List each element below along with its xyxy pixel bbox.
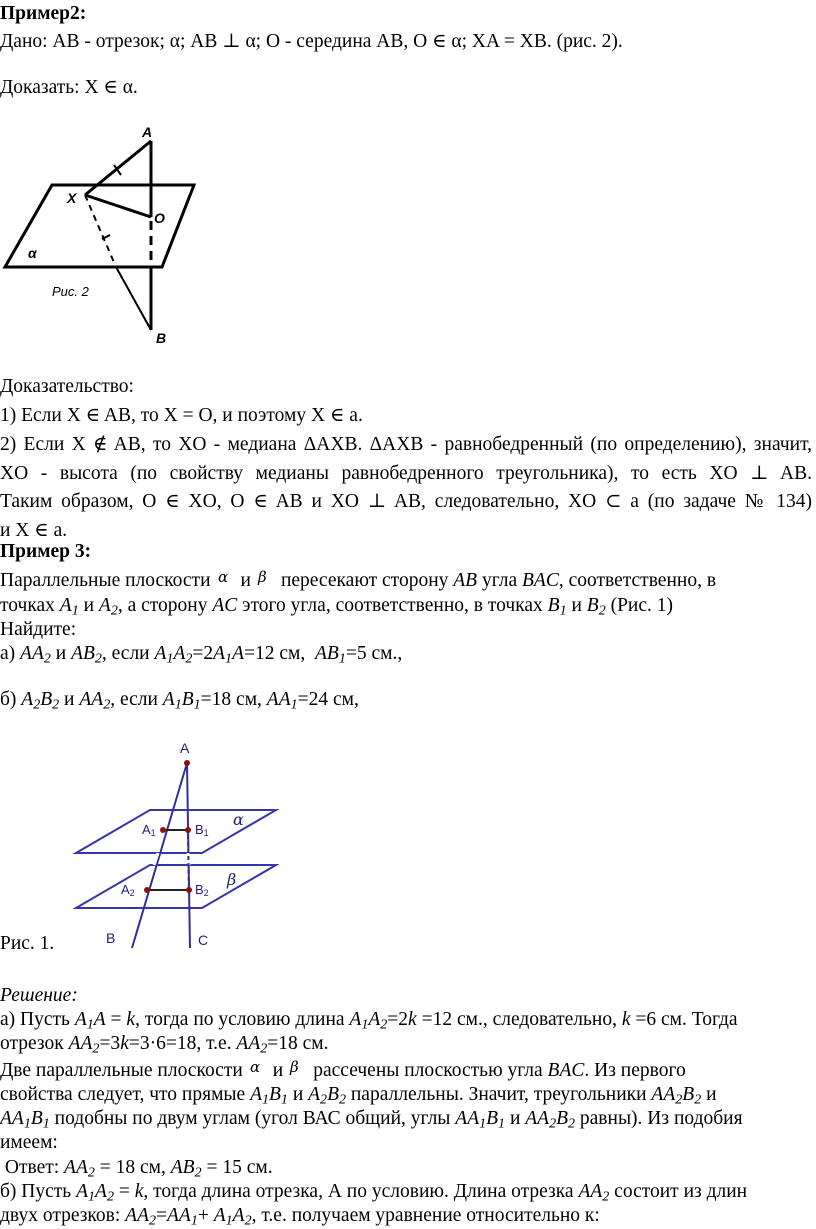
ex3-part-b: б) $A_2B_2$ и $AA_2$, если $A_1B_1=18$ см, $AA_1=24$ см, <box>0 689 359 713</box>
plane-alpha <box>76 810 276 853</box>
beta-symbol-icon <box>255 568 277 588</box>
example2-title: Пример2: <box>0 3 87 24</box>
point-a1 <box>160 827 166 833</box>
ex3-line-3: Найдите: <box>0 619 77 640</box>
proof-line-2: 2) Если X ∉ AB, то XO - медиана ΔAXB. ΔAXB - равнобедренный (по определению), значит, <box>0 434 812 455</box>
ex3-part-a: а) $AA_2$ и $AB_2$, если $A_1A_2=2A_1A=12$ см, $AB_1=5$ см., <box>0 643 403 667</box>
figure-1 <box>70 735 290 955</box>
proof-line-4: Таким образом, O ∈ XO, O ∈ AB и XO ⊥ AB, следовательно, XO ⊂ a (по задаче № 134) <box>0 491 812 512</box>
label-b1: B1 <box>195 822 209 838</box>
figure-1-caption: Рис. 1. <box>0 933 55 954</box>
solution-line-2: отрезок $AA_2=3k=3\cdot 6=18$, т.е. $AA_2=18$ см. <box>0 1033 329 1057</box>
proof-line-5: и X ∈ a. <box>0 520 68 541</box>
figure-2 <box>0 115 200 355</box>
label-a1: A1 <box>142 822 156 838</box>
point-b2 <box>186 887 192 893</box>
ex3-line-2: точках $A_1$ и $A_2$, а сторону AC этого угла, соответственно, в точках $B_1$ и $B_2$ (Рис. 1) <box>0 595 674 619</box>
svg-text:β: β <box>290 1058 299 1076</box>
label-alpha: α <box>233 810 244 829</box>
point-a <box>184 760 190 766</box>
label-c: C <box>198 932 209 948</box>
label-a: A <box>180 740 190 756</box>
beta-symbol-icon <box>287 1058 309 1078</box>
label-caption: Рис. 2 <box>52 284 89 299</box>
label-b: B <box>156 330 167 346</box>
label-b2: B2 <box>195 882 209 898</box>
point-b1 <box>185 827 191 833</box>
solution-line-3: Две параллельные плоскости α и β рассечены плоскостью угла BAC. Из первого <box>0 1058 686 1081</box>
solution-answer: Ответ: $AA_2 = 18$ см, $AB_2 = 15$ см. <box>0 1157 273 1181</box>
label-beta: β <box>227 870 237 889</box>
solution-heading: Решение: <box>0 985 78 1006</box>
label-a: A <box>142 124 153 140</box>
svg-text:β: β <box>257 568 267 586</box>
solution-line-1: а) Пусть $A_1A = k$, тогда по условию длина $A_1A_2=2k =12$ см., следовательно, k =6 см. Тогда <box>0 1009 738 1033</box>
solution-line-4: свойства следует, что прямые $A_1B_1$ и $A_2B_2$ параллельны. Значит, треугольники $AA_2B_2$ и <box>0 1084 717 1108</box>
label-o: O <box>154 210 165 226</box>
label-x: X <box>67 190 77 206</box>
solution-line-8: двух отрезков: $AA_2=AA_1+ A_1A_2$, т.е. получаем уравнение относительно к: <box>0 1205 600 1229</box>
proof-line-3: XO - высота (по свойству медианы равнобедренного треугольника), то есть XO ⊥ AB. <box>0 463 812 484</box>
ex3-line-1: Параллельные плоскости α и β пересекают сторону AB угла BAC, соответственно, в <box>0 568 717 591</box>
solution-line-6: имеем: <box>0 1132 58 1153</box>
example2-prove: Доказать: X ∈ α. <box>0 77 138 98</box>
alpha-symbol-icon <box>215 568 237 588</box>
segment-xo <box>85 195 151 217</box>
segment-xb-solid <box>116 267 151 330</box>
plane-beta <box>76 865 276 908</box>
svg-text:α: α <box>217 568 228 586</box>
label-alpha: α <box>28 245 37 261</box>
hidden-ac-dash <box>188 835 189 893</box>
label-b: B <box>106 930 116 946</box>
proof-line-1: 1) Если X ∈ AB, то X = O, и поэтому X ∈ a. <box>0 405 363 426</box>
alpha-symbol-icon <box>247 1058 269 1078</box>
svg-text:α: α <box>249 1058 260 1076</box>
label-a2: A2 <box>121 882 135 898</box>
example3-title: Пример 3: <box>0 541 92 562</box>
segment-xb-dashed <box>85 195 116 267</box>
ray-ab <box>132 763 187 948</box>
solution-line-7: б) Пусть $A_1A_2 = k$, тогда длина отрезка, А по условию. Длина отрезка $AA_2$ состоит из длин <box>0 1181 748 1205</box>
point-a2 <box>144 887 150 893</box>
segment-xa <box>85 141 151 195</box>
proof-heading: Доказательство: <box>0 376 134 397</box>
solution-line-5: $AA_1B_1$ подобны по двум углам (угол ВАС общий, углы $AA_1B_1$ и $AA_2B_2$ равны). Из подобия <box>0 1108 743 1132</box>
example2-given: Дано: AB - отрезок; α; AB ⊥ α; O - середина AB, O ∈ α; XA = XB. (рис. 2). <box>0 31 623 52</box>
